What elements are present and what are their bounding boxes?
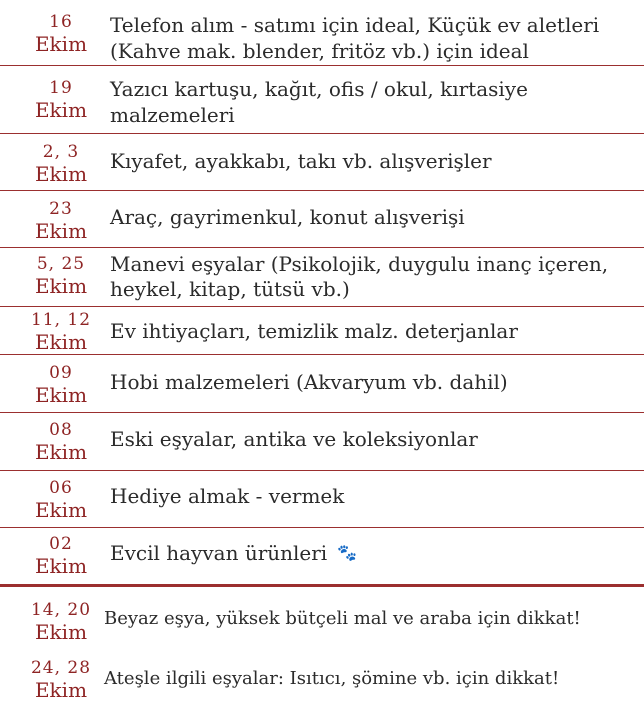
- date-month: Ekim: [34, 32, 88, 56]
- list-item: [0, 134, 644, 191]
- date-month: Ekim: [34, 219, 88, 243]
- date-day: 19: [49, 78, 73, 98]
- date-month: Ekim: [34, 678, 88, 702]
- list-item: [0, 191, 644, 248]
- date-day: 5, 25: [36, 254, 86, 274]
- list-item: [0, 66, 644, 134]
- item-description-text: Evcil hayvan ürünleri: [110, 541, 328, 565]
- item-description: Hobi malzemeleri (Akvaryum vb. dahil): [110, 370, 508, 394]
- item-description: Araç, gayrimenkul, konut alışverişi: [110, 205, 465, 229]
- date-month: Ekim: [34, 440, 88, 464]
- item-description: Eski eşyalar, antika ve koleksiyonlar: [110, 427, 478, 451]
- date-day: 11, 12: [30, 310, 92, 330]
- date-day: 08: [49, 420, 73, 440]
- date-month: Ekim: [34, 498, 88, 522]
- date-month: Ekim: [34, 330, 88, 354]
- section-divider: [0, 584, 644, 587]
- item-description: Telefon alım - satımı için ideal, Küçük ev aletleri (Kahve mak. blender, fritöz vb.) için ideal: [110, 13, 600, 63]
- paw-prints-icon: 🐾: [337, 543, 358, 562]
- warning-description: Ateşle ilgili eşyalar: Isıtıcı, şömine vb. için dikkat!: [104, 668, 560, 689]
- date-month: Ekim: [34, 98, 88, 122]
- list-item: [0, 355, 644, 413]
- date-cell: [16, 658, 106, 702]
- date-month: Ekim: [34, 620, 88, 644]
- list-item: [0, 248, 644, 307]
- date-day: 09: [49, 363, 73, 383]
- date-cell: [16, 478, 106, 522]
- date-day: 23: [49, 199, 73, 219]
- item-description: Yazıcı kartuşu, kağıt, ofis / okul, kırtasiye malzemeleri: [110, 77, 528, 127]
- date-day: 24, 28: [30, 658, 92, 678]
- warning-description: Beyaz eşya, yüksek bütçeli mal ve araba için dikkat!: [104, 608, 581, 629]
- date-month: Ekim: [34, 274, 88, 298]
- date-month: Ekim: [34, 554, 88, 578]
- date-cell: [16, 420, 106, 464]
- date-month: Ekim: [34, 162, 88, 186]
- date-cell: [16, 363, 106, 407]
- date-cell: [16, 600, 106, 644]
- date-day: 02: [49, 534, 73, 554]
- date-day: 16: [49, 12, 73, 32]
- date-cell: [16, 199, 106, 243]
- warning-item: [0, 592, 644, 654]
- list-item: [0, 528, 644, 584]
- list-item: [0, 413, 644, 471]
- list-item: [0, 0, 644, 66]
- date-month: Ekim: [34, 383, 88, 407]
- date-cell: [16, 534, 106, 578]
- date-cell: [16, 310, 106, 354]
- item-description: Kıyafet, ayakkabı, takı vb. alışverişler: [110, 149, 492, 173]
- warning-item: [0, 654, 644, 723]
- date-day: 14, 20: [30, 600, 92, 620]
- list-item: [0, 471, 644, 528]
- item-description: Ev ihtiyaçları, temizlik malz. deterjanlar: [110, 319, 518, 343]
- date-cell: [16, 12, 106, 56]
- date-day: 2, 3: [42, 142, 80, 162]
- list-item: [0, 307, 644, 355]
- date-cell: [16, 142, 106, 186]
- date-day: 06: [49, 478, 73, 498]
- item-description: [110, 540, 636, 566]
- date-cell: [16, 254, 106, 298]
- date-cell: [16, 78, 106, 122]
- item-description: Manevi eşyalar (Psikolojik, duygulu inanç içeren, heykel, kitap, tütsü vb.): [110, 252, 609, 301]
- item-description: Hediye almak - vermek: [110, 484, 345, 508]
